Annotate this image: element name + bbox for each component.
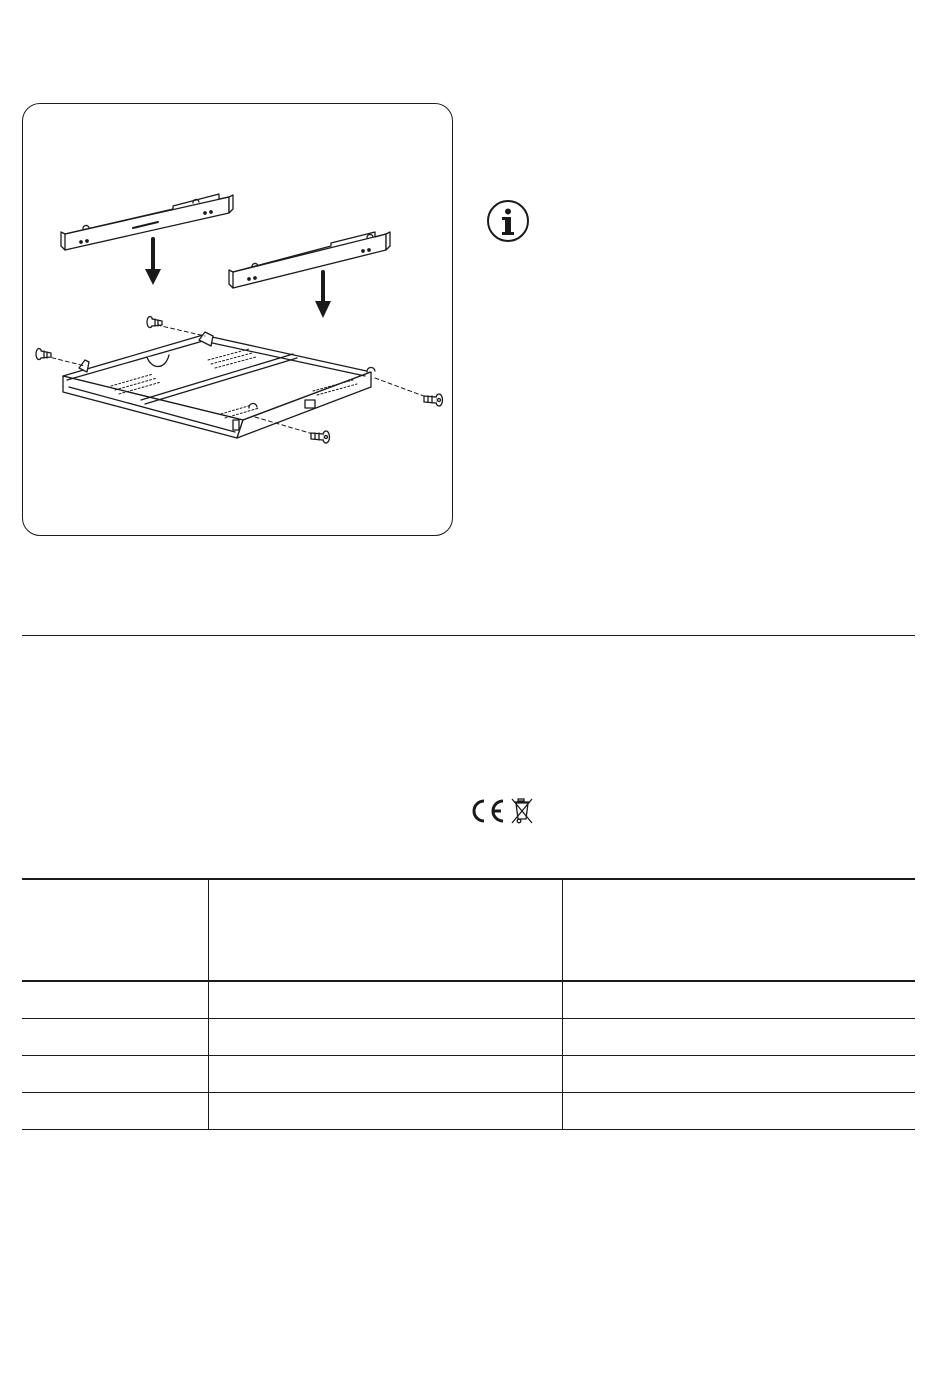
table-cell (562, 1018, 915, 1055)
tray-icon (63, 332, 375, 438)
screw-icon (311, 431, 330, 443)
crossed-out-wheelie-bin-icon (509, 797, 535, 825)
info-icon (486, 199, 530, 243)
table-cell (22, 1092, 208, 1129)
table-header-row (22, 879, 915, 981)
down-arrow-icon (145, 239, 161, 285)
table-cell (22, 1055, 208, 1092)
down-arrow-icon (315, 272, 331, 318)
table-cell (562, 981, 915, 1018)
screw-icon (424, 394, 443, 406)
installation-illustration (22, 103, 453, 536)
screw-icon (36, 349, 51, 360)
mounting-bracket-icon (229, 232, 390, 288)
table-row (22, 1055, 915, 1092)
table-cell (208, 1092, 562, 1129)
table-cell (208, 1055, 562, 1092)
table-cell (208, 981, 562, 1018)
table-header-cell (22, 879, 208, 981)
table-row (22, 1092, 915, 1129)
mounting-bracket-icon (61, 194, 233, 250)
screw-icon (147, 317, 162, 328)
section-divider (22, 635, 915, 636)
ce-mark-icon (468, 798, 508, 824)
table-cell (208, 1018, 562, 1055)
table-cell (562, 1092, 915, 1129)
table-cell (562, 1055, 915, 1092)
table-cell (22, 1018, 208, 1055)
table-row (22, 981, 915, 1018)
table-header-cell (562, 879, 915, 981)
table-cell (22, 981, 208, 1018)
spec-table (22, 878, 915, 1130)
tray-assembly-drawing (23, 104, 454, 537)
table-header-cell (208, 879, 562, 981)
table-row (22, 1018, 915, 1055)
